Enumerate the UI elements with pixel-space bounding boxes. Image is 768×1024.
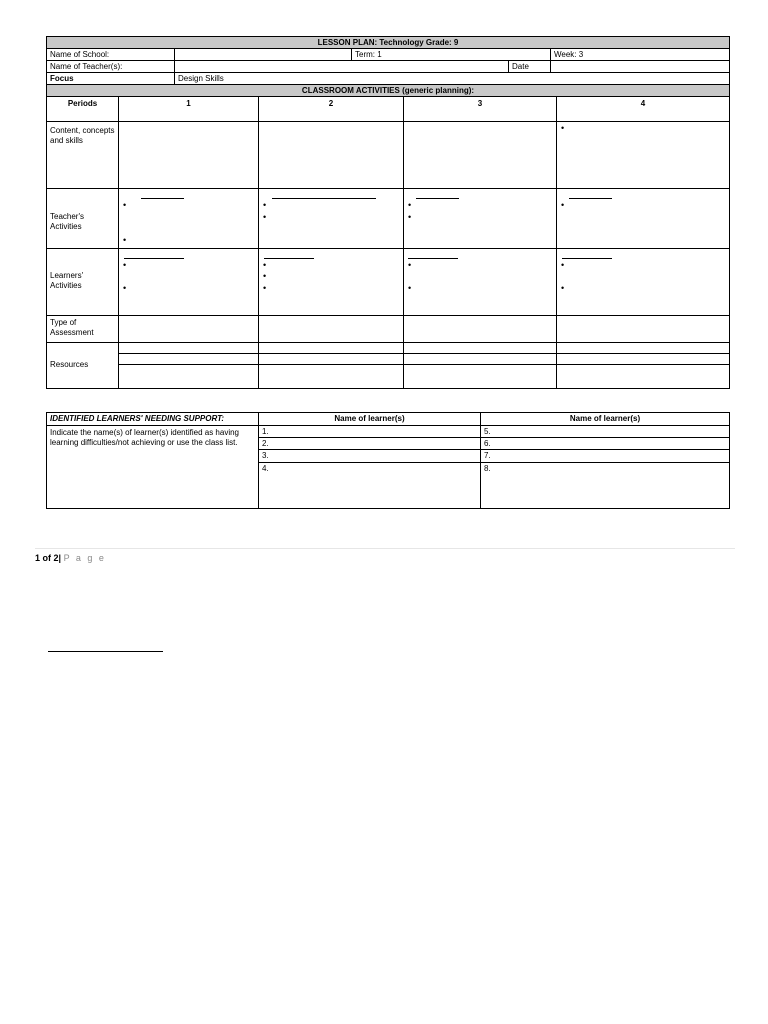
bullet: • <box>561 260 565 270</box>
resources-period-1-c[interactable] <box>118 364 259 389</box>
period-3-header: 3 <box>403 96 557 122</box>
bullet: • <box>561 123 565 133</box>
teacher-activities-label: Teacher's Activities <box>46 188 119 249</box>
bullet: • <box>263 212 267 222</box>
bullet: • <box>123 235 127 245</box>
assessment-period-3[interactable] <box>403 315 557 343</box>
learner-names-header-1: Name of learner(s) <box>258 412 481 426</box>
content-period-4[interactable] <box>556 121 730 189</box>
blank-line <box>408 258 458 259</box>
bullet: • <box>408 212 412 222</box>
learner-slot-3[interactable]: 3. <box>258 449 481 463</box>
resources-period-3-c[interactable] <box>403 364 557 389</box>
learners-activities-label: Learners' Activities <box>46 248 119 316</box>
assessment-period-4[interactable] <box>556 315 730 343</box>
bullet: • <box>263 271 267 281</box>
bullet: • <box>561 283 565 293</box>
term-value: Term: 1 <box>351 48 551 61</box>
learner-slot-8[interactable]: 8. <box>480 462 730 509</box>
page-footer <box>35 552 106 564</box>
bullet: • <box>408 260 412 270</box>
resources-label: Resources <box>46 342 119 389</box>
content-period-1[interactable] <box>118 121 259 189</box>
bullet: • <box>263 260 267 270</box>
learner-slot-6[interactable]: 6. <box>480 437 730 450</box>
blank-line <box>264 258 314 259</box>
activities-header: CLASSROOM ACTIVITIES (generic planning): <box>46 84 730 97</box>
learner-slot-5[interactable]: 5. <box>480 425 730 438</box>
school-label: Name of School: <box>46 48 175 61</box>
period-2-header: 2 <box>258 96 404 122</box>
content-period-2[interactable] <box>258 121 404 189</box>
focus-label: Focus <box>46 72 175 85</box>
periods-label: Periods <box>46 96 119 122</box>
learner-slot-4[interactable]: 4. <box>258 462 481 509</box>
bullet: • <box>123 283 127 293</box>
footer-divider <box>35 548 735 549</box>
blank-line <box>272 198 376 199</box>
support-instruction: Indicate the name(s) of learner(s) identified as having learning difficulties/not achieving or use the class list. <box>46 425 259 509</box>
page-separator: | <box>58 553 62 563</box>
blank-line <box>141 198 184 199</box>
week-value: Week: 3 <box>550 48 730 61</box>
bullet: • <box>123 260 127 270</box>
bullet: • <box>263 200 267 210</box>
learner-slot-1[interactable]: 1. <box>258 425 481 438</box>
support-header: IDENTIFIED LEARNERS' NEEDING SUPPORT: <box>46 412 259 426</box>
blank-line <box>416 198 459 199</box>
blank-line <box>562 258 612 259</box>
page-word: P a g e <box>63 553 106 563</box>
resources-period-4-c[interactable] <box>556 364 730 389</box>
bullet: • <box>123 200 127 210</box>
blank-line <box>124 258 184 259</box>
teacher-activities-period-1[interactable] <box>118 188 259 249</box>
focus-value: Design Skills <box>174 72 730 85</box>
period-4-header: 4 <box>556 96 730 122</box>
content-label: Content, concepts and skills <box>46 121 119 189</box>
lesson-plan-title: LESSON PLAN: Technology Grade: 9 <box>46 36 730 49</box>
learner-slot-2[interactable]: 2. <box>258 437 481 450</box>
bullet: • <box>561 200 565 210</box>
content-period-3[interactable] <box>403 121 557 189</box>
bullet: • <box>263 283 267 293</box>
period-1-header: 1 <box>118 96 259 122</box>
teacher-label: Name of Teacher(s): <box>46 60 175 73</box>
resources-period-2-c[interactable] <box>258 364 404 389</box>
page-number: 1 of 2 <box>35 553 59 563</box>
assessment-label: Type of Assessment <box>46 315 119 343</box>
footnote-separator-line <box>48 651 163 652</box>
date-label: Date <box>508 60 551 73</box>
learner-names-header-2: Name of learner(s) <box>480 412 730 426</box>
blank-line <box>569 198 612 199</box>
assessment-period-2[interactable] <box>258 315 404 343</box>
bullet: • <box>408 200 412 210</box>
bullet: • <box>408 283 412 293</box>
learner-slot-7[interactable]: 7. <box>480 449 730 463</box>
assessment-period-1[interactable] <box>118 315 259 343</box>
